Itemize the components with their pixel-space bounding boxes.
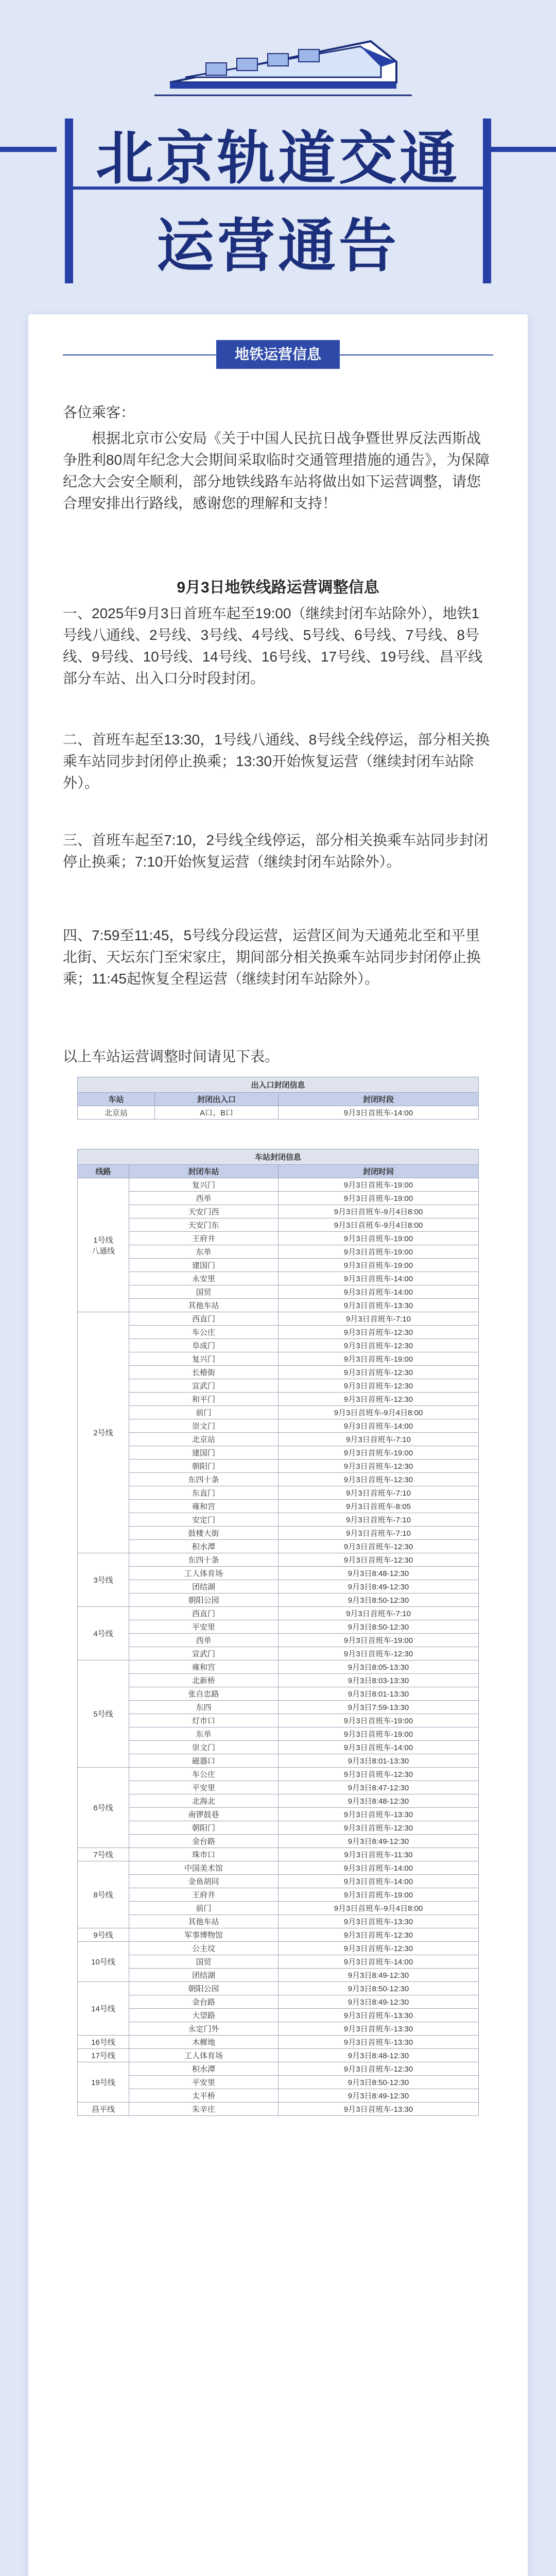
time-cell: 9月3日首班车-12:30: [279, 1473, 479, 1486]
station-header-time: 封闭时间: [279, 1165, 479, 1178]
station-cell: 复兴门: [129, 1178, 279, 1192]
table-row: [78, 1848, 479, 1861]
station-cell: 王府井: [129, 1888, 279, 1902]
table-row: [78, 1928, 479, 1942]
table-row: [78, 1245, 479, 1259]
table-row: [78, 1647, 479, 1660]
time-cell: 9月3日8:49-12:30: [279, 2089, 479, 2103]
table-row: [78, 1312, 479, 1326]
closing-line: 以上车站运营调整时间请见下表。: [63, 1048, 280, 1064]
table-row: [78, 1433, 479, 1446]
time-cell: 9月3日首班车-13:30: [279, 1915, 479, 1928]
time-cell: 9月3日首班车-14:00: [279, 1875, 479, 1888]
table-row: [78, 1232, 479, 1245]
table-row: [78, 1634, 479, 1647]
table-row: [78, 2062, 479, 2076]
entrance-cell-station: 北京站: [78, 1106, 155, 1120]
table-row: [78, 1352, 479, 1366]
time-cell: 9月3日8:49-12:30: [279, 1580, 479, 1594]
station-cell: 北海北: [129, 1794, 279, 1808]
table-row: [78, 1326, 479, 1339]
station-cell: 东四十条: [129, 1473, 279, 1486]
station-cell: 天安门西: [129, 1205, 279, 1218]
station-cell: 平安里: [129, 1781, 279, 1794]
table-row: [78, 1741, 479, 1754]
time-cell: 9月3日8:49-12:30: [279, 1835, 479, 1848]
station-cell: 平安里: [129, 1620, 279, 1634]
table-row: [78, 1714, 479, 1727]
table-row: [78, 1620, 479, 1634]
table-row: [78, 1259, 479, 1272]
table-row: [78, 1861, 479, 1875]
table-row: [78, 1687, 479, 1701]
line-cell: 19号线: [78, 2062, 129, 2103]
station-cell: 金鱼胡同: [129, 1875, 279, 1888]
table-row: [78, 1205, 479, 1218]
time-cell: 9月3日首班车-12:30: [279, 1379, 479, 1393]
station-cell: 国贸: [129, 1285, 279, 1299]
station-cell: 军事博物馆: [129, 1928, 279, 1942]
table-row: [78, 2076, 479, 2089]
time-cell: 9月3日首班车-13:30: [279, 2103, 479, 2116]
station-cell: 团结湖: [129, 1580, 279, 1594]
table-row: [78, 1540, 479, 1553]
table-row: [78, 1808, 479, 1821]
entrance-cell-period: 9月3日首班车-14:00: [279, 1106, 479, 1120]
paragraph-1: 一、2025年9月3日首班车起至19:00（继续封闭车站除外），地铁1号线八通线、2号线、3号线、4号线、5号线、6号线、7号线、8号线、9号线、10号线、14号线、16号线、17号线、19号线、昌平线部分车站、出入口分时段封闭。: [63, 605, 483, 686]
station-cell: 北京站: [129, 1433, 279, 1446]
station-cell: 东四: [129, 1701, 279, 1714]
station-header-station: 封闭车站: [129, 1165, 279, 1178]
time-cell: 9月3日8:50-12:30: [279, 2076, 479, 2089]
table-row: [78, 1902, 479, 1915]
station-cell: 永定门外: [129, 2022, 279, 2036]
table-row: [78, 1701, 479, 1714]
station-cell: 西直门: [129, 1607, 279, 1620]
time-cell: 9月3日首班车-12:30: [279, 1393, 479, 1406]
station-cell: 金台路: [129, 1995, 279, 2009]
station-cell: 天安门东: [129, 1218, 279, 1232]
intro-paragraph: 根据北京市公安局《关于中国人民抗日战争暨世界反法西斯战争胜利80周年纪念大会期间采取临时交通管理措施的通告》，为保障纪念大会安全顺利，部分地铁线路车站将做出如下运营调整，请您合理安排出行路线，感谢您的理解和支持！: [63, 430, 490, 511]
time-cell: 9月3日8:01-13:30: [279, 1754, 479, 1768]
table-row: [78, 1419, 479, 1433]
time-cell: 9月3日首班车-19:00: [279, 1888, 479, 1902]
table-row: [78, 1607, 479, 1620]
station-cell: 宣武门: [129, 1647, 279, 1660]
line-cell: 14号线: [78, 1982, 129, 2036]
time-cell: 9月3日首班车-9月4日8:00: [279, 1902, 479, 1915]
time-cell: 9月3日8:47-12:30: [279, 1781, 479, 1794]
time-cell: 9月3日首班车-14:00: [279, 1272, 479, 1285]
time-cell: 9月3日首班车-12:30: [279, 2062, 479, 2076]
time-cell: 9月3日首班车-12:30: [279, 1647, 479, 1660]
station-cell: 东单: [129, 1245, 279, 1259]
table-row: [78, 1460, 479, 1473]
station-cell: 其他车站: [129, 1299, 279, 1312]
station-cell: 阜成门: [129, 1339, 279, 1352]
time-cell: 9月3日首班车-14:00: [279, 1741, 479, 1754]
time-cell: 9月3日首班车-19:00: [279, 1259, 479, 1272]
station-cell: 平安里: [129, 2076, 279, 2089]
station-cell: 西直门: [129, 1312, 279, 1326]
time-cell: 9月3日首班车-12:30: [279, 1460, 479, 1473]
page-title-line1: 北京轨道交通: [96, 125, 460, 192]
station-cell: 大望路: [129, 2009, 279, 2022]
station-cell: 鼓楼大街: [129, 1527, 279, 1540]
station-cell: 长椿街: [129, 1366, 279, 1379]
station-cell: 太平桥: [129, 2089, 279, 2103]
time-cell: 9月3日首班车-19:00: [279, 1192, 479, 1205]
time-cell: 9月3日首班车-9月4日8:00: [279, 1205, 479, 1218]
time-cell: 9月3日首班车-12:30: [279, 1821, 479, 1835]
line-cell: 10号线: [78, 1942, 129, 1982]
station-cell: 其他车站: [129, 1915, 279, 1928]
line-cell: 昌平线: [78, 2103, 129, 2116]
time-cell: 9月3日首班车-13:30: [279, 1299, 479, 1312]
table-row: [78, 1339, 479, 1352]
entrance-header-station: 车站: [78, 1093, 155, 1106]
table-row: [78, 1594, 479, 1607]
station-cell: 中国美术馆: [129, 1861, 279, 1875]
table-row: [78, 1486, 479, 1500]
time-cell: 9月3日8:49-12:30: [279, 1969, 479, 1982]
table-row: [78, 2049, 479, 2062]
time-cell: 9月3日首班车-14:00: [279, 1419, 479, 1433]
table-row: [78, 2089, 479, 2103]
station-cell: 磁器口: [129, 1754, 279, 1768]
table-row: [78, 1821, 479, 1835]
station-cell: 朝阳门: [129, 1460, 279, 1473]
station-cell: 建国门: [129, 1259, 279, 1272]
time-cell: 9月3日8:49-12:30: [279, 1995, 479, 2009]
time-cell: 9月3日8:50-12:30: [279, 1620, 479, 1634]
time-cell: 9月3日首班车-12:30: [279, 1928, 479, 1942]
station-cell: 建国门: [129, 1446, 279, 1460]
entrance-header-period: 封闭时段: [279, 1093, 479, 1106]
entrance-table-caption: 出入口封闭信息: [78, 1077, 479, 1093]
station-cell: 东单: [129, 1727, 279, 1741]
time-cell: 9月3日8:48-12:30: [279, 2049, 479, 2062]
station-cell: 朝阳公园: [129, 1594, 279, 1607]
table-row: [78, 2036, 479, 2049]
station-cell: 朝阳门: [129, 1821, 279, 1835]
table-row: [78, 1955, 479, 1969]
time-cell: 9月3日首班车-8:05: [279, 1500, 479, 1513]
station-cell: 车公庄: [129, 1768, 279, 1781]
time-cell: 9月3日首班车-13:30: [279, 1808, 479, 1821]
table-row: [78, 1285, 479, 1299]
station-cell: 永安里: [129, 1272, 279, 1285]
station-cell: 车公庄: [129, 1326, 279, 1339]
station-cell: 工人体育场: [129, 2049, 279, 2062]
station-cell: 崇文门: [129, 1741, 279, 1754]
time-cell: 9月3日首班车-14:00: [279, 1955, 479, 1969]
time-cell: 9月3日首班车-12:30: [279, 1540, 479, 1553]
time-cell: 9月3日首班车-19:00: [279, 1352, 479, 1366]
table-row: [78, 1366, 479, 1379]
station-cell: 西单: [129, 1634, 279, 1647]
station-cell: 朝阳公园: [129, 1982, 279, 1995]
time-cell: 9月3日首班车-11:30: [279, 1848, 479, 1861]
station-cell: 工人体育场: [129, 1567, 279, 1580]
table-row: [78, 1218, 479, 1232]
time-cell: 9月3日首班车-7:10: [279, 1312, 479, 1326]
time-cell: 9月3日首班车-7:10: [279, 1513, 479, 1527]
table-row: [78, 1553, 479, 1567]
entrance-closure-table: [77, 1077, 479, 1120]
time-cell: 9月3日8:50-12:30: [279, 1982, 479, 1995]
station-cell: 积水潭: [129, 2062, 279, 2076]
station-cell: 金台路: [129, 1835, 279, 1848]
table-row: [78, 1473, 479, 1486]
table-row: [78, 1406, 479, 1419]
table-row: [78, 1178, 479, 1192]
station-cell: 前门: [129, 1902, 279, 1915]
station-cell: 木樨地: [129, 2036, 279, 2049]
station-table-header-row: [78, 1165, 479, 1178]
table-row: [78, 1794, 479, 1808]
table-row: [78, 1446, 479, 1460]
table-row: [78, 1969, 479, 1982]
table-row: [78, 2022, 479, 2036]
line-cell: 6号线: [78, 1768, 129, 1848]
time-cell: 9月3日首班车-12:30: [279, 1768, 479, 1781]
station-cell: 朱辛庄: [129, 2103, 279, 2116]
time-cell: 9月3日7:59-13:30: [279, 1701, 479, 1714]
table-row: [78, 1567, 479, 1580]
station-cell: 东四十条: [129, 1553, 279, 1567]
time-cell: 9月3日首班车-12:30: [279, 1942, 479, 1955]
time-cell: 9月3日8:48-12:30: [279, 1794, 479, 1808]
time-cell: 9月3日8:48-12:30: [279, 1567, 479, 1580]
time-cell: 9月3日首班车-19:00: [279, 1634, 479, 1647]
table-row: [78, 1754, 479, 1768]
subheading: 9月3日地铁线路运营调整信息: [177, 579, 379, 596]
paragraph-3: 三、首班车起至7:10，2号线全线停运，部分相关换乘车站同步封闭停止换乘；7:10开始恢复运营（继续封闭车站除外）。: [63, 832, 489, 870]
time-cell: 9月3日首班车-12:30: [279, 1553, 479, 1567]
time-cell: 9月3日8:50-12:30: [279, 1594, 479, 1607]
table-row: [78, 2103, 479, 2116]
section-badge: 地铁运营信息: [216, 340, 340, 369]
time-cell: 9月3日首班车-13:30: [279, 2022, 479, 2036]
time-cell: 9月3日首班车-19:00: [279, 1232, 479, 1245]
time-cell: 9月3日首班车-7:10: [279, 1527, 479, 1540]
time-cell: 9月3日首班车-12:30: [279, 1339, 479, 1352]
time-cell: 9月3日首班车-12:30: [279, 1366, 479, 1379]
time-cell: 9月3日首班车-7:10: [279, 1433, 479, 1446]
station-cell: 崇文门: [129, 1419, 279, 1433]
metro-train-illustration: [154, 5, 412, 103]
table-row: [78, 1527, 479, 1540]
time-cell: 9月3日首班车-14:00: [279, 1285, 479, 1299]
entrance-cell-exits: A口、B口: [155, 1106, 279, 1120]
badge-divider-left: [63, 354, 216, 355]
station-cell: 王府井: [129, 1232, 279, 1245]
station-cell: 前门: [129, 1406, 279, 1419]
paragraph-2: 二、首班车起至13:30，1号线八通线、8号线全线停运，部分相关换乘车站同步封闭停止换乘；13:30开始恢复运营（继续封闭车站除外）。: [63, 732, 490, 791]
time-cell: 9月3日8:05-13:30: [279, 1660, 479, 1674]
paragraph-4: 四、7:59至11:45，5号线分段运营，运营区间为天通苑北至和平里北街、天坛东门至宋家庄，期间部分相关换乘车站同步封闭停止换乘；11:45起恢复全程运营（继续封闭车站除外）。: [63, 927, 481, 987]
table-row: [78, 1982, 479, 1995]
line-cell: 1号线 八通线: [78, 1178, 129, 1312]
station-cell: 张自忠路: [129, 1687, 279, 1701]
station-cell: 雍和宫: [129, 1660, 279, 1674]
time-cell: 9月3日首班车-19:00: [279, 1446, 479, 1460]
line-cell: 2号线: [78, 1312, 129, 1553]
station-cell: 珠市口: [129, 1848, 279, 1861]
table-row: [78, 1835, 479, 1848]
table-row: [78, 1942, 479, 1955]
table-row: [78, 1500, 479, 1513]
line-cell: 17号线: [78, 2049, 129, 2062]
line-cell: 9号线: [78, 1928, 129, 1942]
table-row: [78, 1888, 479, 1902]
table-row: [78, 1513, 479, 1527]
line-cell: 16号线: [78, 2036, 129, 2049]
time-cell: 9月3日8:01-13:30: [279, 1687, 479, 1701]
station-cell: 安定门: [129, 1513, 279, 1527]
page-title-line2: 运营通告: [157, 213, 399, 280]
station-cell: 和平门: [129, 1393, 279, 1406]
time-cell: 9月3日8:03-13:30: [279, 1674, 479, 1687]
table-row: [78, 1299, 479, 1312]
station-cell: 积水潭: [129, 1540, 279, 1553]
time-cell: 9月3日首班车-19:00: [279, 1178, 479, 1192]
station-closure-table: [77, 1149, 479, 2116]
time-cell: 9月3日首班车-13:30: [279, 2009, 479, 2022]
station-cell: 国贸: [129, 1955, 279, 1969]
station-table-caption-row: [78, 1149, 479, 1165]
line-cell: 7号线: [78, 1848, 129, 1861]
time-cell: 9月3日首班车-19:00: [279, 1245, 479, 1259]
table-row: [78, 1768, 479, 1781]
table-row: [78, 1995, 479, 2009]
time-cell: 9月3日首班车-14:00: [279, 1861, 479, 1875]
line-cell: 4号线: [78, 1607, 129, 1660]
time-cell: 9月3日首班车-13:30: [279, 2036, 479, 2049]
greeting: 各位乘客：: [63, 404, 135, 420]
time-cell: 9月3日首班车-7:10: [279, 1486, 479, 1500]
entrance-header-exits: 封闭出入口: [155, 1093, 279, 1106]
badge-divider-right: [340, 354, 493, 355]
time-cell: 9月3日首班车-9月4日8:00: [279, 1406, 479, 1419]
station-cell: 团结湖: [129, 1969, 279, 1982]
time-cell: 9月3日首班车-19:00: [279, 1727, 479, 1741]
station-cell: 北新桥: [129, 1674, 279, 1687]
hero-header: [0, 0, 556, 289]
table-row: [78, 1915, 479, 1928]
table-row: [78, 1727, 479, 1741]
time-cell: 9月3日首班车-9月4日8:00: [279, 1218, 479, 1232]
station-header-line: 线路: [78, 1165, 129, 1178]
station-cell: 复兴门: [129, 1352, 279, 1366]
station-cell: 雍和宫: [129, 1500, 279, 1513]
station-cell: 东直门: [129, 1486, 279, 1500]
table-row: [78, 1781, 479, 1794]
time-cell: 9月3日首班车-19:00: [279, 1714, 479, 1727]
table-row: [78, 1875, 479, 1888]
table-row: [78, 1192, 479, 1205]
line-cell: 8号线: [78, 1861, 129, 1928]
table-row: [78, 2009, 479, 2022]
notice-card: [28, 314, 528, 2576]
table-row: [78, 1580, 479, 1594]
table-row: [78, 1272, 479, 1285]
station-cell: 公主坟: [129, 1942, 279, 1955]
time-cell: 9月3日首班车-12:30: [279, 1326, 479, 1339]
station-cell: 宣武门: [129, 1379, 279, 1393]
line-cell: 5号线: [78, 1660, 129, 1768]
table-row: [78, 1674, 479, 1687]
table-row: [78, 1379, 479, 1393]
station-cell: 南锣鼓巷: [129, 1808, 279, 1821]
line-cell: 3号线: [78, 1553, 129, 1607]
table-row: [78, 1393, 479, 1406]
station-cell: 灯市口: [129, 1714, 279, 1727]
station-table-caption: 车站封闭信息: [78, 1149, 479, 1165]
table-row: [78, 1660, 479, 1674]
station-cell: 西单: [129, 1192, 279, 1205]
time-cell: 9月3日首班车-7:10: [279, 1607, 479, 1620]
table-row: [78, 1106, 479, 1120]
